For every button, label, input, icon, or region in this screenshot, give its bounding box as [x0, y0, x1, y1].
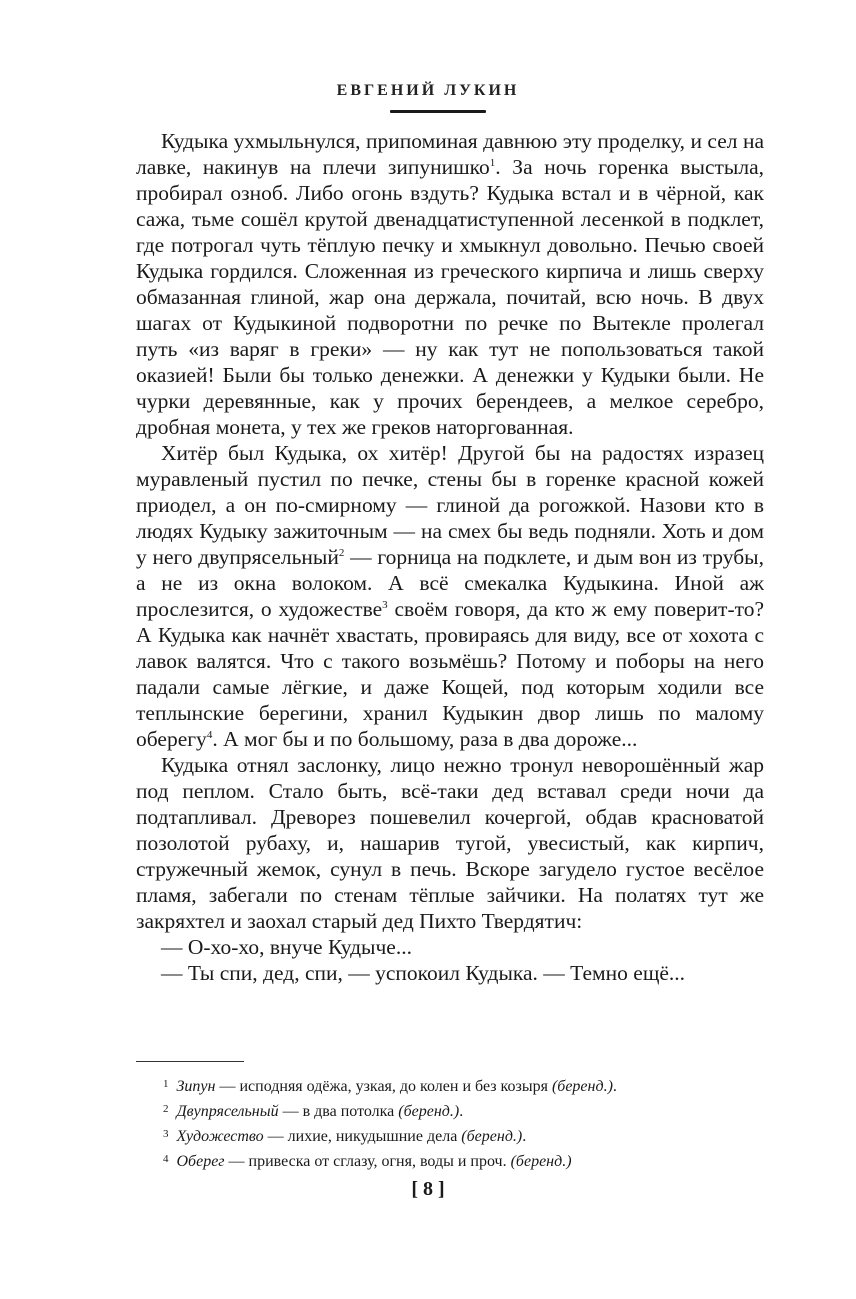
paragraph-2-part-1: Хитёр был Кудыка, ох хитёр! Другой бы на радостях изразец муравленый пустил по печке, стены бы в горенке красной кожей приодел, а он по-смирному — глиной да рогожкой. Назови кто в людях Кудыку зажиточным — на смех бы ведь подняли. Хоть и дом у него двупрясельный [136, 441, 764, 569]
footnote-number: 1 [163, 1078, 169, 1090]
dialogue-line-1: — О-хо-хо, внуче Кудыче... [161, 935, 412, 959]
footnote-4 [163, 1148, 763, 1173]
paragraph-1-part-2: . За ночь горенка выстыла, пробирал озноб. Либо огонь вздуть? Кудыка встал и в чёрной, как сажа, тьме сошёл крутой двенадцатиступенной лесенкой в подклет, где потрогал чуть тёплую печку и хмыкнул довольно. Печью своей Кудыка гордился. Сложенная из греческого кирпича и лишь сверху обмазанная глиной, жар она держала, почитай, всю ночь. В двух шагах от Кудыкиной подворотни по речке по Вытекле пролегал путь «из варяг в греки» — ну как тут не попользоваться такой оказией! Были бы только денежки. А денежки у Кудыки были. Не чурки деревянные, как у прочих берендеев, а мелкое серебро, дробная монета, у тех же греков наторгованная. [136, 155, 764, 439]
footnote-end: . [459, 1103, 464, 1120]
body-text [136, 128, 764, 986]
footnote-end: . [612, 1078, 617, 1095]
footnote-source: (беренд.) [551, 1078, 613, 1095]
footnote-2 [163, 1098, 763, 1123]
footnote-ref-1[interactable]: 1 [489, 156, 496, 169]
paragraph-2-part-4: . А мог бы и по большому, раза в два дороже... [212, 727, 638, 751]
footnote-separator [136, 1061, 244, 1062]
footnote-ref-3[interactable]: 3 [382, 598, 388, 611]
footnote-1 [163, 1073, 763, 1098]
footnote-ref-4[interactable]: 4 [206, 728, 213, 741]
paragraph-2-part-2: — горница на подклете, и дым вон из трубы, а не из окна волоком. А всё смекалка Кудыкина. Иной аж прослезится, о художестве [136, 545, 764, 621]
footnote-term: Художество [176, 1128, 264, 1145]
footnote-term: Зипун [176, 1078, 216, 1095]
paragraph-3: Кудыка отнял заслонку, лицо нежно тронул неворошённый жар под пеплом. Стало быть, всё-таки дед вставал среди ночи да подтапливал. Древорез пошевелил кочергой, обдав красноватой позолотой рубаху, и, нашарив тугой, увесистый, как кирпич, стружечный жемок, сунул в печь. Вскоре загудело густое весёлое пламя, забегали по стенам тёплые зайчики. На полатях тут же закряхтел и заохал старый дед Пихто Твердятич: [136, 753, 764, 933]
footnote-term: Двупрясельный [176, 1103, 279, 1120]
paragraph-2 [136, 440, 764, 752]
page-number: [ 8 ] [411, 1178, 445, 1200]
paragraph-2-part-3: своём говоря, да кто ж ему поверит-то? А Кудыка как начнёт хвастать, провираясь для виду, все от хохота с лавок валятся. Что с такого возьмёшь? Потому и поборы на него падали самые лёгкие, и даже Кощей, под которым ходили все теплынские берегини, хранил Кудыкин двор лишь по малому оберегу [136, 597, 765, 751]
footnote-source: (беренд.) [398, 1103, 460, 1120]
footnote-text: — в два потолка [278, 1103, 399, 1120]
footnote-3 [163, 1123, 763, 1148]
footnote-ref-2[interactable]: 2 [338, 546, 345, 559]
paragraph-1 [136, 128, 764, 440]
footnote-text: — привеска от сглазу, огня, воды и проч. [224, 1153, 511, 1170]
dialogue-line-2: — Ты спи, дед, спи, — успокоил Кудыка. — Темно ещё... [161, 961, 686, 985]
paragraph-1-part-1: Кудыка ухмыльнулся, припоминая давнюю эту проделку, и сел на лавке, накинув на плечи зипунишко [136, 129, 764, 179]
footnote-number: 4 [163, 1153, 169, 1165]
footnote-text: — исподняя одёжа, узкая, до колен и без козыря [215, 1078, 552, 1095]
footnote-number: 2 [163, 1103, 169, 1115]
footnote-end: . [522, 1128, 527, 1145]
footnote-term: Оберег [176, 1153, 225, 1170]
footnote-text: — лихие, никудышние дела [263, 1128, 462, 1145]
footnote-source: (беренд.) [510, 1153, 572, 1170]
running-head-author: ЕВГЕНИЙ ЛУКИН [336, 82, 520, 99]
running-head-rule [390, 110, 486, 113]
footnote-source: (беренд.) [461, 1128, 523, 1145]
footnotes [163, 1073, 763, 1173]
footnote-number: 3 [163, 1128, 169, 1140]
